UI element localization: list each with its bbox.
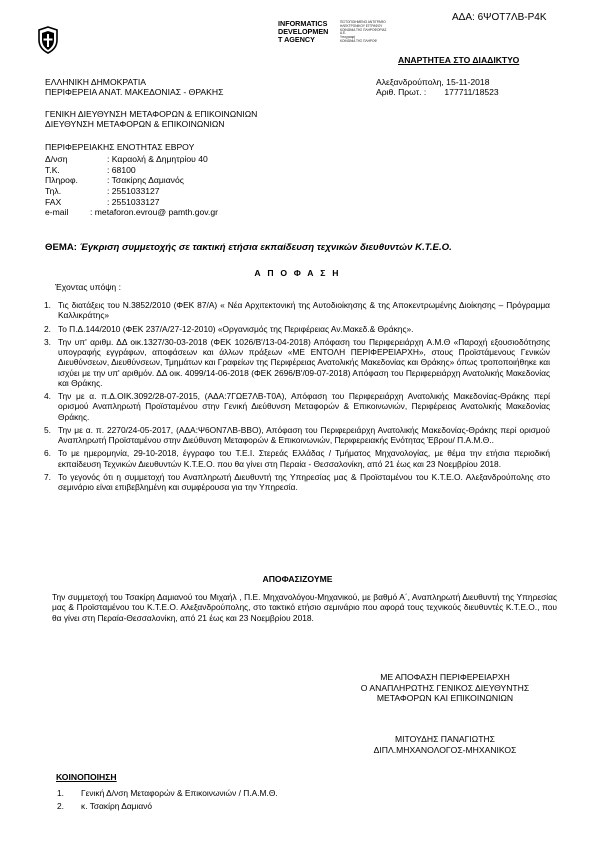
directorate-header: ΓΕΝΙΚΗ ΔΙΕΥΘΥΝΣΗ ΜΕΤΑΦΟΡΩΝ & ΕΠΙΚΟΙΝΩΝΙΩΝ ΔΙΕΥΘΥΝΣΗ ΜΕΤΑΦΟΡΩΝ & ΕΠΙΚΟΙΝΩΝΙΩΝ <box>45 109 258 130</box>
list-item: 2. κ. Τσακίρη Δαμιανό <box>57 800 153 811</box>
subject-line: ΘΕΜΑ: Έγκριση συμμετοχής σε τακτική ετήσια εκπαίδευση τεχνικών διευθυντών Κ.Τ.Ε.Ο. <box>45 242 452 253</box>
considering-label: Έχοντας υπόψη : <box>55 282 121 292</box>
issuer-header: ΕΛΛΗΝΙΚΗ ΔΗΜΟΚΡΑΤΙΑ ΠΕΡΙΦΕΡΕΙΑ ΑΝΑΤ. ΜΑΚΕΔΟΝΙΑΣ - ΘΡΑΚΗΣ <box>45 77 224 98</box>
list-item: 4. Την με α. π.Δ.ΟΙΚ.3092/28-07-2015, (ΑΔΑ:7ΓΩΕ7ΛΒ-Τ0Α), Απόφαση του Περιφερειάρχη Ανατολικής Μακεδονίας-Θράκης περί ορισμού Αναπληρωτή Προϊσταμένου στην Γενική Διεύθυνση Μεταφορών & Επικοινωνιών, Περιφέρειας Ανατολικής Μακεδονίας Θράκης. <box>44 391 550 422</box>
list-item: 3. Την υπ' αριθμ. ΔΔ οικ.1327/30-03-2018 (ΦΕΚ 1026/Β'/13-04-2018) Απόφαση του Περιφερειάρχη Α.Μ.Θ «Παροχή εξουσιοδότησης υπογραφής εγγράφων, αποφάσεων και άλλων πράξεων «ΜΕ ΕΝΤΟΛΗ ΠΕΡΙΦΕΡΕΙΑΡΧΗ», στους Προϊστάμενους Γενικών Διευθύνσεων, Διευθύνσεων, Τμημάτων και Γραφείων της Περιφέρειας Ανατολικής Μακεδονίας και Θράκης» όπως τροποποιήθηκε και ισχύει με την υπ' αριθμόν. ΔΔ οικ. 4099/14-06-2018 (ΦΕΚ 2696/Β'/09-07-2018) Απόφαση του Περιφερειάρχη Ανατολικής Μακεδονίας και Θράκης. <box>44 336 550 388</box>
list-item: 1. Τις διατάξεις του Ν.3852/2010 (ΦΕΚ 87/Α) « Νέα Αρχιτεκτονική της Αυτοδιοίκησης & της Αποκεντρωμένης Διοίκησης – Πρόγραμμα Καλλικράτης» <box>44 300 550 321</box>
regional-unit: ΠΕΡΙΦΕΡΕΙΑΚΗΣ ΕΝΟΤΗΤΑΣ ΕΒΡΟΥ <box>45 142 195 152</box>
decision-body: Την συμμετοχή του Τσακίρη Δαμιανού του Μιχαήλ , Π.Ε. Μηχανολόγου-Μηχανικού, με βαθμό Α΄, Αναπληρωτή Διευθυντή της Υπηρεσίας μας & Προϊσταμένου του Κ.Τ.Ε.Ο. Αλεξανδρούπολης, στο τακτικό ετήσιο σεμινάριο που αφορά τους τεχνικούς διευθυντές Κ.Τ.Ε.Ο., που θα γίνει στη Περαία-Θεσσαλονίκη, από 21 έως και 23 Νοεμβρίου 2018. <box>52 592 557 623</box>
date-protocol-block <box>376 77 499 98</box>
ada-code: ΑΔΑ: 6ΨΟΤ7ΛΒ-Ρ4Κ <box>452 12 547 23</box>
contact-details: Δ/νση : Καραολή & Δημητρίου 40 Τ.Κ. : 68100 Πληροφ. : Τσακίρης Δαμιανός Τηλ. : 2551033127 FAX : 2551033127 e-mail : metaforon.evrou@ pamth.gov.gr <box>45 154 218 218</box>
notification-list <box>57 787 278 812</box>
list-item: 2. Το Π.Δ.144/2010 (ΦΕΚ 237/Α/27-12-2010) «Οργανισμός της Περιφέρειας Αν.Μακεδ.& Θράκης». <box>44 323 414 334</box>
protocol-number: Αριθ. Πρωτ. : 177711/18523 <box>376 87 499 98</box>
digital-signature-stamp: ΠΙΣΤΟΠΟΙΗΜΕΝΟ ΑΝΤΙΓΡΑΦΟ ΗΛΕΚΤΡΟΝΙΚΟΥ ΕΓΓΡΑΦΟΥ ΚΟΙΝΩΝΙΑ ΤΗΣ ΠΛΗΡΟΦΟΡΙΑΣ Α.Ε. Υπογραφή ΚΟΙΝΩΝΙΑ ΤΗΣ ΠΛΗΡΟΦ <box>340 20 387 43</box>
place-date: Αλεξανδρούπολη, 15-11-2018 <box>376 77 490 87</box>
list-item: 6. Το με ημερομηνία, 29-10-2018, έγγραφο του Τ.Ε.Ι. Στερεάς Ελλάδας / Τμήματος Μηχανολογίας, με θέμα την ετήσια περιοδική εκπαίδευση Τεχνικών Διευθυντών Κ.Τ.Ε.Ο. που θα γίνει στη Περαία - Θεσσαλονίκη, από 21 έως και 23 Νοεμβρίου 2018. <box>44 448 550 469</box>
notification-heading: ΚΟΙΝΟΠΟΙΗΣΗ <box>56 772 117 782</box>
considerations-list <box>44 300 550 495</box>
list-item: 5. Την με α. π. 2270/24-05-2017, (ΑΔΑ:Ψ6ΟΝ7ΛΒ-ΒΒΟ), Απόφαση του Περιφερειάρχη Ανατολικής Μακεδονίας-Θράκης περί ορισμού Αναπληρωτή Προϊσταμένου στην Διεύθυνση Μεταφορών & Επικοινωνιών, Περιφερειακής Ενότητας Έβρου/ Π.Α.Μ.Θ.. <box>44 424 550 445</box>
greek-emblem-icon <box>37 26 59 54</box>
informatics-agency-label: INFORMATICS DEVELOPMEN T AGENCY <box>278 19 329 45</box>
signature-block: ΜΕ ΑΠΟΦΑΣΗ ΠΕΡΙΦΕΡΕΙΑΡΧΗ Ο ΑΝΑΠΛΗΡΩΤΗΣ ΓΕΝΙΚΟΣ ΔΙΕΥΘΥΝΤΗΣ ΜΕΤΑΦΟΡΩΝ ΚΑΙ ΕΠΙΚΟΙΝΩΝΙΩΝ <box>360 672 530 704</box>
posting-notice: ΑΝΑΡΤΗΤΕΑ ΣΤΟ ΔΙΑΔΙΚΤΥΟ <box>398 55 520 65</box>
we-decide-heading: ΑΠΟΦΑΣΙΖΟΥΜΕ <box>262 574 333 584</box>
list-item: 7. Το γεγονός ότι η συμμετοχή του Αναπληρωτή Διευθυντή της Υπηρεσίας μας & Προϊσταμένου του Κ.Τ.Ε.Ο. Αλεξανδρούπολης στο σεμινάριο είναι επιβεβλημένη και συμφέρουσα για την Υπηρεσία. <box>44 471 550 492</box>
list-item: 1. Γενική Δ/νση Μεταφορών & Επικοινωνιών / Π.Α.Μ.Θ. <box>57 788 278 798</box>
decision-heading: Α Π Ο Φ Α Σ Η <box>254 268 341 278</box>
signatory-name: ΜΙΤΟΥΔΗΣ ΠΑΝΑΓΙΩΤΗΣ ΔΙΠΛ.ΜΗΧΑΝΟΛΟΓΟΣ-ΜΗΧΑΝΙΚΟΣ <box>373 734 517 755</box>
